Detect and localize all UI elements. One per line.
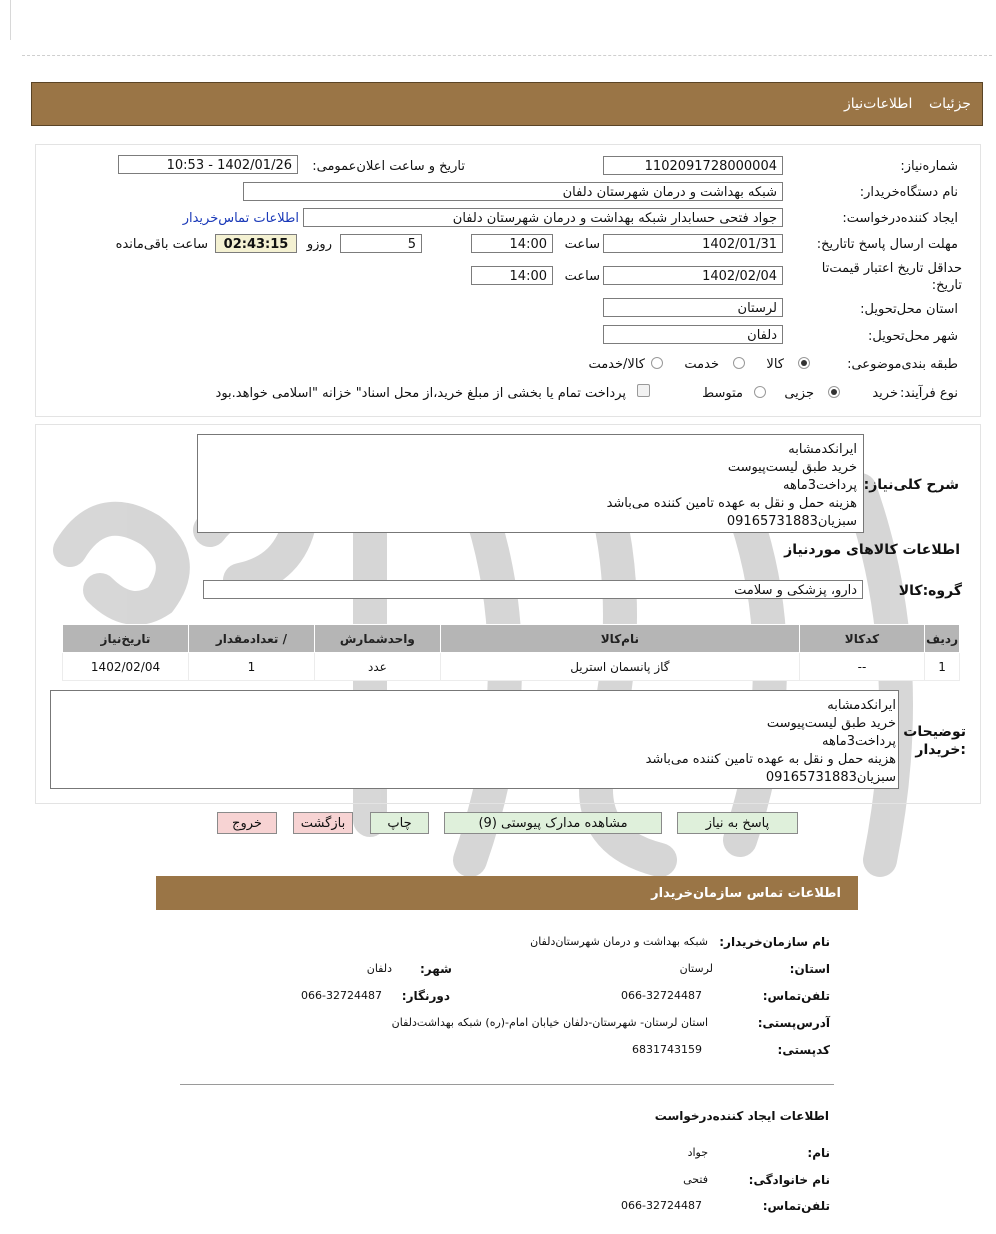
province-field: لرستان: [603, 298, 783, 317]
description-label: شرح کلی‌نیاز:: [863, 477, 959, 493]
breadcrumb-bar: [31, 82, 983, 126]
contact-province: لرستان: [679, 962, 713, 975]
process-radio-minor[interactable]: [828, 386, 840, 398]
top-divider: [22, 55, 992, 56]
contact-postal-label: کد‌پستی:: [777, 1043, 830, 1057]
remaining-time-label: ساعت باقی‌مانده: [115, 237, 208, 252]
breadcrumb-details[interactable]: جزئیات: [929, 96, 971, 112]
cell-goods-name: گاز پانسمان استریل: [440, 653, 799, 681]
col-goods-name: نام‌کالا: [440, 625, 799, 653]
announce-date-field: 1402/01/26 - 10:53: [118, 155, 298, 174]
buyer-notes-label-line1: توضیحات: [903, 724, 966, 740]
requester-name: جواد: [687, 1146, 708, 1159]
contact-address-label: آدرس‌پستی:: [757, 1016, 830, 1030]
requester-phone: 066-32724487: [621, 1199, 702, 1212]
description-line: ایرانکدمشابه: [788, 442, 857, 457]
left-border-line: [10, 0, 11, 40]
col-goods-code: کدکالا: [799, 625, 924, 653]
back-button[interactable]: بازگشت: [293, 812, 353, 834]
treasury-checkbox[interactable]: [637, 384, 650, 397]
contact-fax-label: دورنگار:: [401, 989, 450, 1003]
buyer-notes-line: خرید طبق لیست‌پیوست: [766, 716, 896, 731]
col-unit: واحدشمارش: [314, 625, 440, 653]
col-need-date: تاریخ‌نیاز: [63, 625, 189, 653]
goods-section-title: اطلاعات کالاهای موردنیاز: [784, 542, 960, 558]
category-service-label: خدمت: [684, 357, 719, 372]
contact-org: شبکه بهداشت و درمان شهرستان‌دلفان: [530, 935, 708, 948]
description-line: پرداخت3ماهه: [782, 478, 857, 493]
contact-province-label: استان:: [789, 962, 830, 976]
validity-label-line1: حداقل تاریخ اعتبار قیمت‌تا: [821, 261, 962, 276]
goods-group-label: گروه:کالا: [898, 583, 962, 599]
process-label: نوع فرآیند:: [900, 386, 958, 401]
deadline-label: مهلت ارسال پاسخ تا‌تاریخ:: [816, 237, 958, 252]
contact-postal: 6831743159: [632, 1043, 702, 1056]
goods-table-header: [63, 625, 960, 653]
contact-city: دلفان: [366, 962, 392, 975]
deadline-date-field: 1402/01/31: [603, 234, 783, 253]
buyer-notes-line: ایرانکدمشابه: [827, 698, 896, 713]
validity-time-field: 14:00: [471, 266, 553, 285]
print-button[interactable]: چاپ: [370, 812, 429, 834]
process-medium-label: متوسط: [702, 386, 743, 401]
city-field: دلفان: [603, 325, 783, 344]
category-goods-service-label: کالا/خدمت: [588, 357, 645, 372]
contact-title: اطلاعات تماس سازمان‌خریدار: [651, 886, 841, 901]
exit-button[interactable]: خروج: [217, 812, 277, 834]
creator-field: جواد فتحی حسابدار شبکه بهداشت و درمان شهرستان دلفان: [303, 208, 783, 227]
treasury-text: پرداخت تمام یا بخشی از مبلغ خرید،از محل اسناد" خزانه "اسلامی خواهد.بود: [215, 386, 626, 401]
cell-row-number: 1: [925, 653, 960, 681]
remaining-time-field: 02:43:15: [215, 234, 297, 253]
announce-date-label: تاریخ و ساعت اعلان‌عمومی:: [312, 159, 465, 174]
cell-quantity: 1: [189, 653, 315, 681]
validity-label-line2: تاریخ:: [931, 278, 962, 293]
buyer-contact-link[interactable]: اطلاعات تماس‌خریدار: [182, 211, 299, 226]
category-label: طبقه بندی‌موضوعی:: [847, 357, 958, 372]
contact-phone-label: تلفن‌تماس:: [762, 989, 830, 1003]
goods-group-field: دارو، پزشکی و سلامت: [203, 580, 863, 599]
category-goods-label: کالا: [766, 357, 784, 372]
contact-fax: 066-32724487: [301, 989, 382, 1002]
process-radio-medium[interactable]: [754, 386, 766, 398]
deadline-time-field: 14:00: [471, 234, 553, 253]
col-row-number: ردیف: [925, 625, 960, 653]
category-radio-service[interactable]: [733, 357, 745, 369]
days-label: روزو: [306, 237, 332, 252]
buyer-org-label: نام دستگاه‌خریدار:: [859, 185, 958, 200]
requester-family-label: نام خانوادگی:: [748, 1173, 830, 1187]
requester-title: اطلاعات ایجاد کننده‌درخواست: [654, 1109, 829, 1123]
requester-phone-label: تلفن‌تماس:: [762, 1199, 830, 1213]
requester-name-label: نام:: [807, 1146, 830, 1160]
description-line: هزینه حمل و نقل به عهده تامین کننده می‌باشد: [606, 496, 857, 511]
buyer-notes-text: [50, 690, 899, 789]
goods-table: [62, 624, 960, 681]
province-label: استان محل‌تحویل:: [860, 302, 958, 317]
city-label: شهر محل‌تحویل:: [868, 329, 958, 344]
need-number-field: 1102091728000004: [603, 156, 783, 175]
contact-city-label: شهر:: [420, 962, 452, 976]
description-line: خرید طبق لیست‌پیوست: [727, 460, 857, 475]
contact-org-label: نام سازمان‌خریدار:: [719, 935, 830, 949]
need-number-label: شماره‌نیاز:: [900, 159, 958, 174]
buyer-notes-line: پرداخت3ماهه: [821, 734, 896, 749]
requester-family: فتحی: [683, 1173, 708, 1186]
category-radio-goods-service[interactable]: [651, 357, 663, 369]
contact-divider: [180, 1084, 834, 1085]
cell-goods-code: --: [799, 653, 924, 681]
description-text: [197, 434, 864, 533]
reply-button[interactable]: پاسخ به نیاز: [677, 812, 798, 834]
breadcrumb-need-info[interactable]: اطلاعات‌نیاز: [844, 96, 913, 112]
contact-address: استان لرستان- شهرستان-دلفان خیابان امام-(ره) شبکه بهداشت‌دلفان: [391, 1016, 708, 1029]
deadline-time-label: ساعت: [564, 237, 600, 252]
buyer-notes-label-line2: :خریدار: [915, 742, 966, 758]
cell-need-date: 1402/02/04: [63, 653, 189, 681]
creator-label: ایجاد کننده‌درخواست:: [842, 211, 958, 226]
contact-phone: 066-32724487: [621, 989, 702, 1002]
cell-unit: عدد: [314, 653, 440, 681]
process-minor-label: جزیی: [784, 386, 814, 401]
table-row: [63, 653, 960, 681]
buyer-notes-line: سبزیان09165731883: [765, 770, 896, 785]
col-quantity: / تعدادمقدار: [189, 625, 315, 653]
category-radio-goods[interactable]: [798, 357, 810, 369]
description-line: سبزیان09165731883: [726, 514, 857, 529]
days-field: 5: [340, 234, 422, 253]
buyer-notes-line: هزینه حمل و نقل به عهده تامین کننده می‌باشد: [645, 752, 896, 767]
validity-time-label: ساعت: [564, 269, 600, 284]
process-purchase-label: خرید: [872, 386, 898, 401]
buyer-org-field: شبکه بهداشت و درمان شهرستان دلفان: [243, 182, 783, 201]
validity-date-field: 1402/02/04: [603, 266, 783, 285]
view-documents-button[interactable]: مشاهده مدارک پیوستی (9): [444, 812, 662, 834]
